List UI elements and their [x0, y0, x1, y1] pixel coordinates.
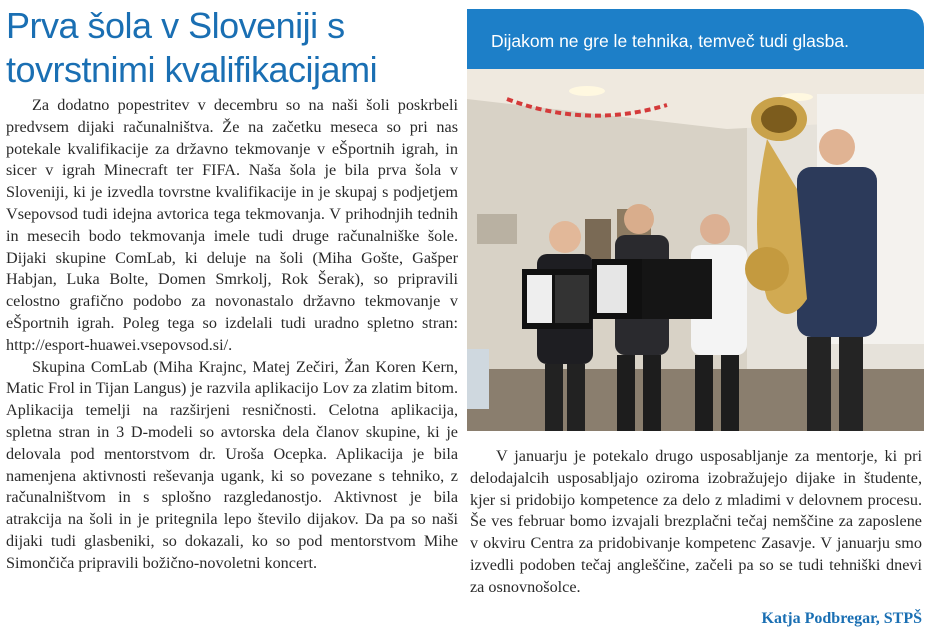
concert-photo — [467, 69, 924, 431]
right-column — [470, 446, 922, 599]
photo-caption-bar — [467, 9, 924, 69]
article-title: Prva šola v Sloveniji s tovrstnimi kvalifikacijami — [6, 5, 378, 90]
paragraph: Skupina ComLab (Miha Krajnc, Matej Zečiri, Žan Koren Kern, Matic Frol in Tijan Langus) je razvila aplikacijo Lov za zlatim bitom. Aplikacija temelji na razširjeni resničnosti. Celotna aplikacija, spletna stran in 3 D-modeli so avtorska dela članov skupine, ki je delovala pod mentorstvom dr. Uroša Ocepka. Aplikacija je bila namenjena aktivnosti reševanja ugank, ki so povezane s tehniko, z računalništvom in s splošno razgledanostjo. Aktivnost je bila atrakcija na šoli in je pritegnila lepo število dijakov. Da pa so naši dijaki tudi glasbeniki, so dokazali, ko so pod mentorstvom Mihe Simončiča pripravili božično-novoletni koncert. — [6, 357, 458, 572]
paragraph: Za dodatno popestritev v decembru so na naši šoli poskrbeli predvsem dijaki računalništva. Že na začetku meseca so pri nas potekale kvalifikacije za državno tekmovanje v eŠportnih igrah, in sicer v igrah Minecraft ter FIFA. Naša šola je bila prva šola v Sloveniji, ki je izvedla tovrstne kvalifikacije in je skupaj s podjetjem Vsepovsod tudi idejna avtorica tega tekmovanja. V prihodnjih tednih in mesecih bodo tekmovanja imele tudi druge računalniške šole. Dijaki skupine ComLab, ki deluje na šoli (Miha Gošte, Gašper Habjan, Luka Bolte, Domen Smrkolj, Rok Šerak), so pripravili celostno grafično podobo za novonastalo državno tekmovanje v eŠportnih igrah. Poleg tega so izdelali tudi uradno spletno stran: http://esport-huawei.vsepovsod.si/. — [6, 96, 458, 354]
paragraph: V januarju je potekalo drugo usposabljanje za mentorje, ki pri delodajalcih usposabljajo oziroma izobražujejo dijake in študente, kjer si pridobijo kompetence za delo z mladimi v delovnem procesu. Še ves februar bomo izvajali brezplačni tečaj nemščine za zaposlene v okviru Centra za pridobivanje kompetenc Zasavje. V januarju smo izvedli podoben tečaj angleščine, začeli pa so se tudi tehniški dnevi za osnovnošolce. — [470, 447, 922, 596]
author-signature: Katja Podbregar, STPŠ — [761, 610, 922, 627]
concert-photo-illustration — [467, 69, 924, 431]
photo-caption: Dijakom ne gre le tehnika, temveč tudi glasba. — [491, 31, 849, 51]
left-column — [6, 95, 458, 575]
